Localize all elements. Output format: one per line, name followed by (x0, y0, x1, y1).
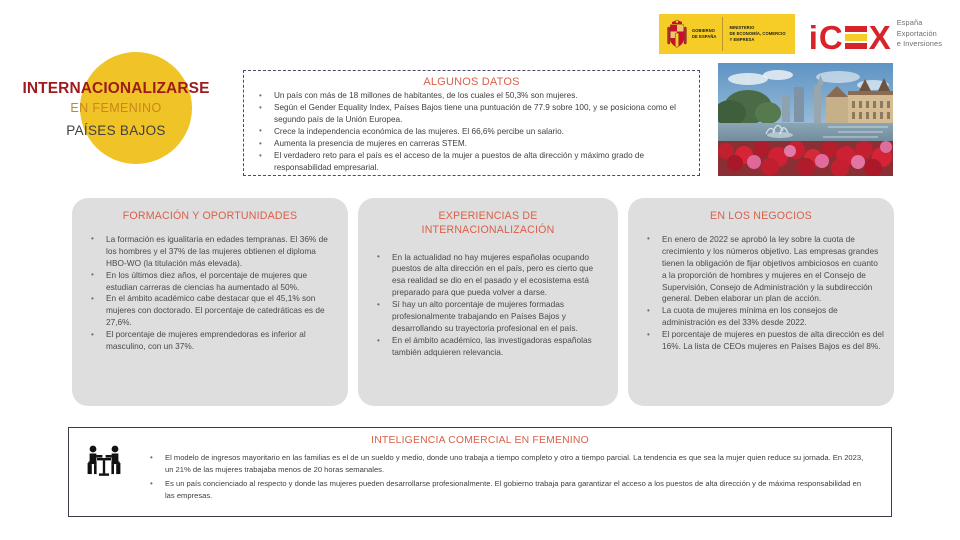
title-badge-text (0, 80, 232, 138)
list-item: • La cuota de mujeres mínima en los consejos de administración es del 33% desde 2022. (638, 305, 884, 329)
card-formacion-y-oportunidades (72, 198, 348, 406)
list-item: • En enero de 2022 se aprobó la ley sobre la cuota de crecimiento y los números objetivo. Las empresas grandes tienen la obligación de fijar objetivos ambiciosos en cuanto a la proporción de hombres y mujeres en el Consejo de Supervisión, Consejo de Administración y la subdirección general. Deben elaborar un plan de acción. (638, 234, 884, 306)
list-item: • En la actualidad no hay mujeres españolas ocupando puestos de alta dirección en el país, pero es cierto que esa realidad se dio en el pasado y el ecosistema está preparado para que pueda volver a darse. (368, 252, 608, 300)
list-item: • Es un país concienciado al respecto y donde las mujeres pueden desarrollarse profesionalmente. El gobierno trabaja para garantizar el acceso a los puestos de alta dirección y de máxima responsabilidad en las empresas. (143, 478, 869, 501)
algunos-datos-box (243, 70, 700, 176)
algunos-datos-title: ALGUNOS DATOS (423, 76, 520, 88)
list-item: • La formación es igualitaria en edades tempranas. El 36% de los hombres y el 37% de las mujeres obtienen el diploma HBO-WO (la titulación más elevada). (82, 234, 338, 270)
icex-letter-x: X (868, 18, 891, 56)
icex-letter-e-flag-icon (845, 26, 867, 49)
icex-logo (808, 17, 942, 56)
card-title-line2: INTERNACIONALIZACIÓN (421, 223, 555, 236)
ministerio-line3: Y EMPRESA (729, 36, 755, 42)
title-badge (0, 50, 232, 168)
inteligencia-comercial-box (68, 427, 892, 517)
list-item: • Sí hay un alto porcentaje de mujeres formadas profesionalmente trabajando en Países Bajos y desarrollando su trayectoria profesional en el país. (368, 299, 608, 335)
card-title-line1: EXPERIENCIAS DE (438, 210, 538, 222)
card-title: EN LOS NEGOCIOS (710, 210, 812, 222)
list-item: • En los últimos diez años, el porcentaje de mujeres que estudian carreras de ciencias ha aumentado al 50%. (82, 270, 338, 294)
bottom-box-list (143, 452, 869, 501)
list-item: • Un país con más de 18 millones de habitantes, de los cuales el 50,3% son mujeres. (252, 90, 691, 102)
card-list (368, 252, 608, 359)
algunos-datos-list (252, 90, 691, 173)
gobierno-line2: DE ESPAÑA (691, 34, 717, 39)
header-logos (659, 14, 942, 54)
list-item: • El verdadero reto para el país es el acceso de la mujer a puestos de alta dirección y máximo grado de responsabilidad empresarial. (252, 150, 691, 173)
ministerio-text (722, 17, 787, 51)
gobierno-text (690, 17, 722, 51)
icex-tagline (897, 18, 942, 50)
ministerio-line2: DE ECONOMÍA, COMERCIO (729, 31, 786, 37)
card-list (82, 234, 338, 353)
spanish-coat-of-arms-icon (664, 17, 690, 51)
list-item: • En el ámbito académico, las investigadoras españolas también adquieren relevancia. (368, 335, 608, 359)
icex-tagline-line3: e Inversiones (896, 39, 942, 49)
list-item: • El porcentaje de mujeres en puestos de alta dirección es del 16%. La lista de CEOs mujeres en Países Bajos es del 8%. (638, 329, 884, 353)
icex-letter-i: i (808, 18, 818, 56)
card-experiencias-de-internacionalizacion (358, 198, 618, 406)
card-en-los-negocios (628, 198, 894, 406)
icex-wordmark (808, 17, 891, 56)
card-list (638, 234, 884, 353)
ministerio-line1: MINISTERIO (729, 25, 755, 31)
card-title (368, 210, 608, 238)
gobierno-line1: GOBIERNO (691, 28, 716, 34)
gobierno-de-espana-logo (659, 14, 795, 54)
list-item: • Según el Gender Equality Index, Países Bajos tiene una puntuación de 77.9 sobre 100, y se posiciona como el segundo país de la Unión Europea. (252, 102, 691, 125)
icex-letter-c: C (818, 18, 843, 56)
page-subtitle: EN FEMENINO (70, 101, 162, 115)
list-item: • El modelo de ingresos mayoritario en las familias es el de un sueldo y medio, donde uno trabaja a tiempo completo y otro a tiempo parcial. La tendencia es que sea la mujer quien reduce su jornada. En 2023, un 21% de las mujeres trabajaba menos de 20 horas semanales. (143, 452, 869, 475)
bottom-box-title: INTELIGENCIA COMERCIAL EN FEMENINO (371, 435, 589, 446)
binnenhof-photo-illustration (718, 63, 893, 176)
list-item: • Aumenta la presencia de mujeres en carreras STEM. (252, 138, 691, 150)
page-title: INTERNACIONALIZARSE (22, 80, 210, 97)
flag-stripe-bottom (845, 43, 867, 49)
list-item: • En el ámbito académico cabe destacar que el 45,1% son mujeres con doctorado. El porcentaje de catedráticas es de 27,6%. (82, 293, 338, 329)
list-item: • El porcentaje de mujeres emprendedoras es inferior al masculino, con un 37%. (82, 329, 338, 353)
icex-tagline-line2: Exportación (896, 28, 937, 38)
flag-stripe-middle (845, 34, 867, 40)
card-title: FORMACIÓN Y OPORTUNIDADES (122, 210, 298, 222)
icex-tagline-line1: España (896, 18, 923, 28)
country-label: PAÍSES BAJOS (66, 123, 166, 138)
flag-stripe-top (845, 26, 867, 32)
meeting-table-icon (81, 444, 127, 484)
country-photo (718, 63, 893, 176)
list-item: • Crece la independencia económica de las mujeres. El 66,6% percibe un salario. (252, 126, 691, 138)
